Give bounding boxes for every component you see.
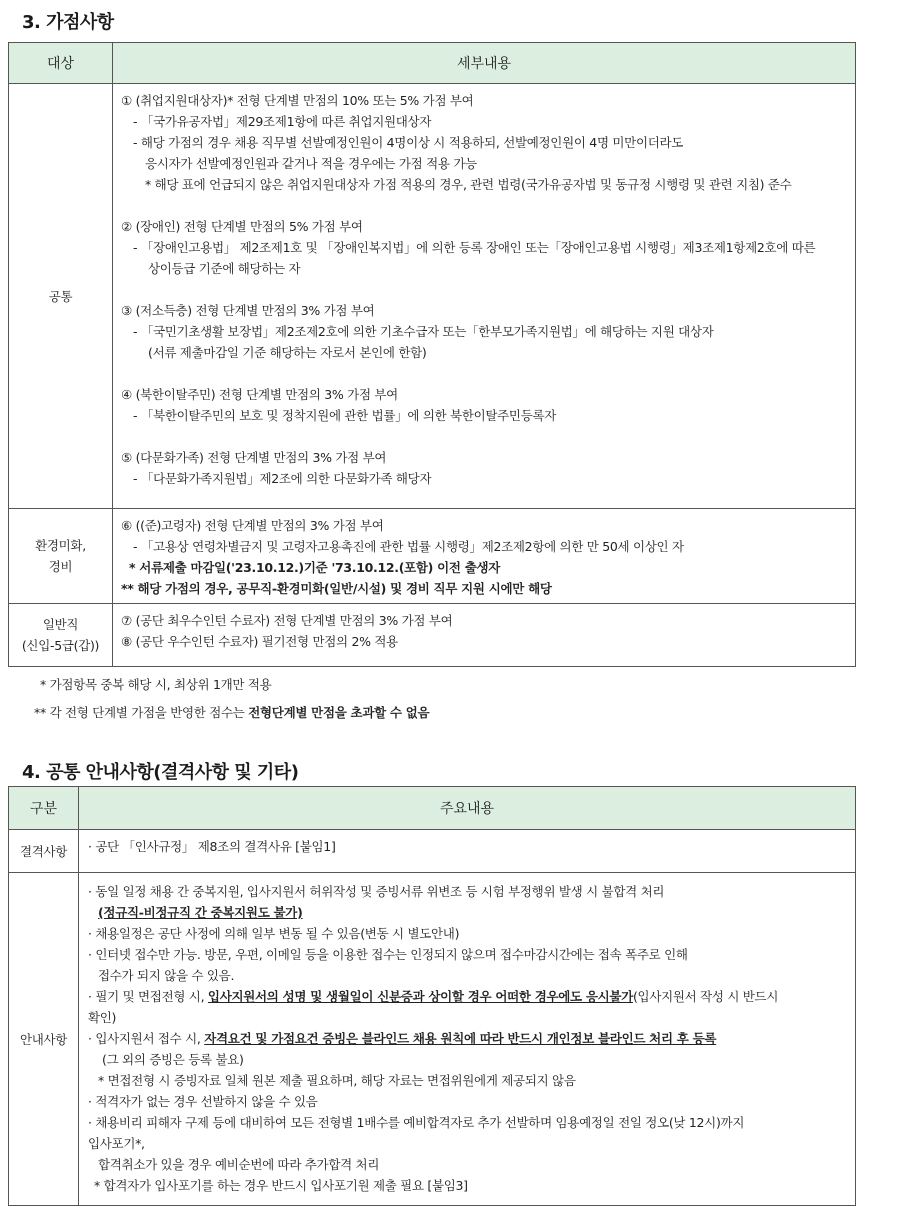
row-label-env: [9, 509, 113, 604]
guide-line6: [88, 986, 855, 1007]
guide-line6-underlined: 입사지원서의 성명 및 생월일이 신분증과 상이할 경우 어떠한 경우에도 응시불가: [207, 989, 633, 1004]
guide-line6-suffix: (입사지원서 작성 시 반드시: [632, 989, 779, 1004]
item1-head: ① (취업지원대상자)* 전형 단계별 만점의 10% 또는 5% 가점 부여: [121, 93, 474, 108]
row-content-general: [113, 604, 856, 667]
row-content-env: [113, 509, 856, 604]
guide-line13: 입사포기*,: [88, 1136, 145, 1151]
guide-line3: · 채용일정은 공단 사정에 의해 일부 변동 될 수 있음(변동 시 별도안내): [88, 926, 460, 941]
item3-line2: (서류 제출마감일 기준 해당하는 자로서 본인에 한함): [148, 345, 427, 360]
bonus-points-table: [8, 42, 856, 667]
guide-line8-prefix: · 입사지원서 접수 시,: [88, 1031, 205, 1046]
guide-line4: · 인터넷 접수만 가능. 방문, 우편, 이메일 등을 이용한 접수는 인정되지 않으며 접수마감시간에는 접속 폭주로 인해: [88, 947, 688, 962]
footnote-max-score-prefix: ** 각 전형 단계별 가점을 반영한 점수는: [34, 705, 249, 720]
guide-line8-underlined: 자격요건 및 가점요건 증빙은 블라인드 채용 원칙에 따라 반드시 개인정보 블라인드 처리 후 등록: [204, 1031, 717, 1046]
table-row-general: [9, 604, 856, 667]
row-content-disqualification: [79, 830, 856, 873]
guide-line1: · 동일 일정 채용 간 중복지원, 입사지원서 허위작성 및 증빙서류 위변조 등 시험 부정행위 발생 시 불합격 처리: [88, 884, 665, 899]
row-label-guidance: 안내사항: [9, 873, 79, 1206]
item5-head: ⑤ (다문화가족) 전형 단계별 만점의 3% 가점 부여: [121, 450, 387, 465]
guide-line9: (그 외의 증빙은 등록 불요): [102, 1052, 244, 1067]
item6-line2: * 서류제출 마감일('23.10.12.)기준 '73.10.12.(포함) 이전 출생자: [129, 560, 501, 575]
item1-line1: - 「국가유공자법」제29조제1항에 따른 취업지원대상자: [133, 114, 432, 129]
section-3-title: 3. 가점사항: [22, 12, 114, 33]
item3-line1: - 「국민기초생활 보장법」제2조제2호에 의한 기초수급자 또는「한부모가족지원법」에 해당하는 지원 대상자: [133, 324, 714, 339]
item1-line2: - 해당 가점의 경우 채용 직무별 선발예정인원이 4명이상 시 적용하되, 선발예정인원이 4명 미만이더라도: [133, 135, 684, 150]
row-label-general-line1: 일반직: [42, 617, 79, 632]
item2-line1: - 「장애인고용법」 제2조제1호 및 「장애인복지법」에 의한 등록 장애인 또는「장애인고용법 시행령」제3조제1항제2호에 따른: [133, 240, 816, 255]
item3-head: ③ (저소득층) 전형 단계별 만점의 3% 가점 부여: [121, 303, 375, 318]
row-label-common: 공통: [9, 84, 113, 509]
row-label-env-line1: 환경미화,: [35, 538, 86, 553]
row-label-general: [9, 604, 113, 667]
table-header-row: [9, 787, 856, 830]
item7-line: ⑦ (공단 최우수인턴 수료자) 전형 단계별 만점의 3% 가점 부여: [121, 613, 453, 628]
guide-line12: · 채용비리 피해자 구제 등에 대비하여 모든 전형별 1배수를 예비합격자로 추가 선발하며 임용예정일 전일 정오(낮 12시)까지: [88, 1115, 745, 1130]
item2-head: ② (장애인) 전형 단계별 만점의 5% 가점 부여: [121, 219, 363, 234]
row-content-guidance: [79, 873, 856, 1206]
guide-line2: (정규직-비정규직 간 중복지원도 불가): [98, 905, 303, 920]
table-row-disqualification: [9, 830, 856, 873]
footnote-max-score-bold: 전형단계별 만점을 초과할 수 없음: [248, 705, 430, 720]
table-row-common: [9, 84, 856, 509]
item1-line4: * 해당 표에 언급되지 않은 취업지원대상자 가점 적용의 경우, 관련 법령(국가유공자법 및 동규정 시행령 및 관련 지침) 준수: [145, 177, 792, 192]
guide-line8: [88, 1028, 855, 1049]
footnote-max-score: [34, 703, 429, 721]
item6-line1: - 「고용상 연령차별금지 및 고령자고용촉진에 관한 법률 시행령」제2조제2항에 의한 만 50세 이상인 자: [133, 539, 684, 554]
header-target: 대상: [9, 43, 113, 84]
row-label-env-line2: 경비: [48, 559, 73, 574]
guide-line15: * 합격자가 입사포기를 하는 경우 반드시 입사포기원 제출 필요 [붙임3]: [94, 1178, 468, 1193]
guide-line10: * 면접전형 시 증빙자료 일체 원본 제출 필요하며, 해당 자료는 면접위원에게 제공되지 않음: [98, 1073, 576, 1088]
header-main-content: 주요내용: [79, 787, 856, 830]
section-4-title: 4. 공통 안내사항(결격사항 및 기타): [22, 762, 299, 783]
row-content-common: [113, 84, 856, 509]
item1-line3: 응시자가 선발예정인원과 같거나 적을 경우에는 가점 적용 가능: [145, 156, 477, 171]
guide-line7: 확인): [88, 1010, 117, 1025]
row-label-general-line2: (신입-5급(갑)): [21, 638, 100, 653]
table-row-guidance: [9, 873, 856, 1206]
guide-line11: · 적격자가 없는 경우 선발하지 않을 수 있음: [88, 1094, 318, 1109]
header-category: 구분: [9, 787, 79, 830]
guide-line6-prefix: · 필기 및 면접전형 시,: [88, 989, 208, 1004]
item6-head: ⑥ ((준)고령자) 전형 단계별 만점의 3% 가점 부여: [121, 518, 384, 533]
footnote-duplicate: * 가점항목 중복 해당 시, 최상위 1개만 적용: [40, 677, 272, 692]
header-details: 세부내용: [113, 43, 856, 84]
row-label-disqualification: 결격사항: [9, 830, 79, 873]
item8-line: ⑧ (공단 우수인턴 수료자) 필기전형 만점의 2% 적용: [121, 634, 398, 649]
table-row-env: [9, 509, 856, 604]
disq-line1: · 공단 「인사규정」 제8조의 결격사유 [붙임1]: [88, 839, 336, 854]
item6-line3: ** 해당 가점의 경우, 공무직-환경미화(일반/시설) 및 경비 직무 지원 시에만 해당: [121, 581, 552, 596]
guide-line14: 합격취소가 있을 경우 예비순번에 따라 추가합격 처리: [98, 1157, 380, 1172]
item5-line1: - 「다문화가족지원법」제2조에 의한 다문화가족 해당자: [133, 471, 432, 486]
item4-line1: - 「북한이탈주민의 보호 및 정착지원에 관한 법률」에 의한 북한이탈주민등록자: [133, 408, 557, 423]
guide-line5: 접수가 되지 않을 수 있음.: [98, 968, 235, 983]
table-header-row: [9, 43, 856, 84]
item2-line2: 상이등급 기준에 해당하는 자: [148, 261, 301, 276]
item4-head: ④ (북한이탈주민) 전형 단계별 만점의 3% 가점 부여: [121, 387, 398, 402]
common-guidance-table: [8, 786, 856, 1206]
